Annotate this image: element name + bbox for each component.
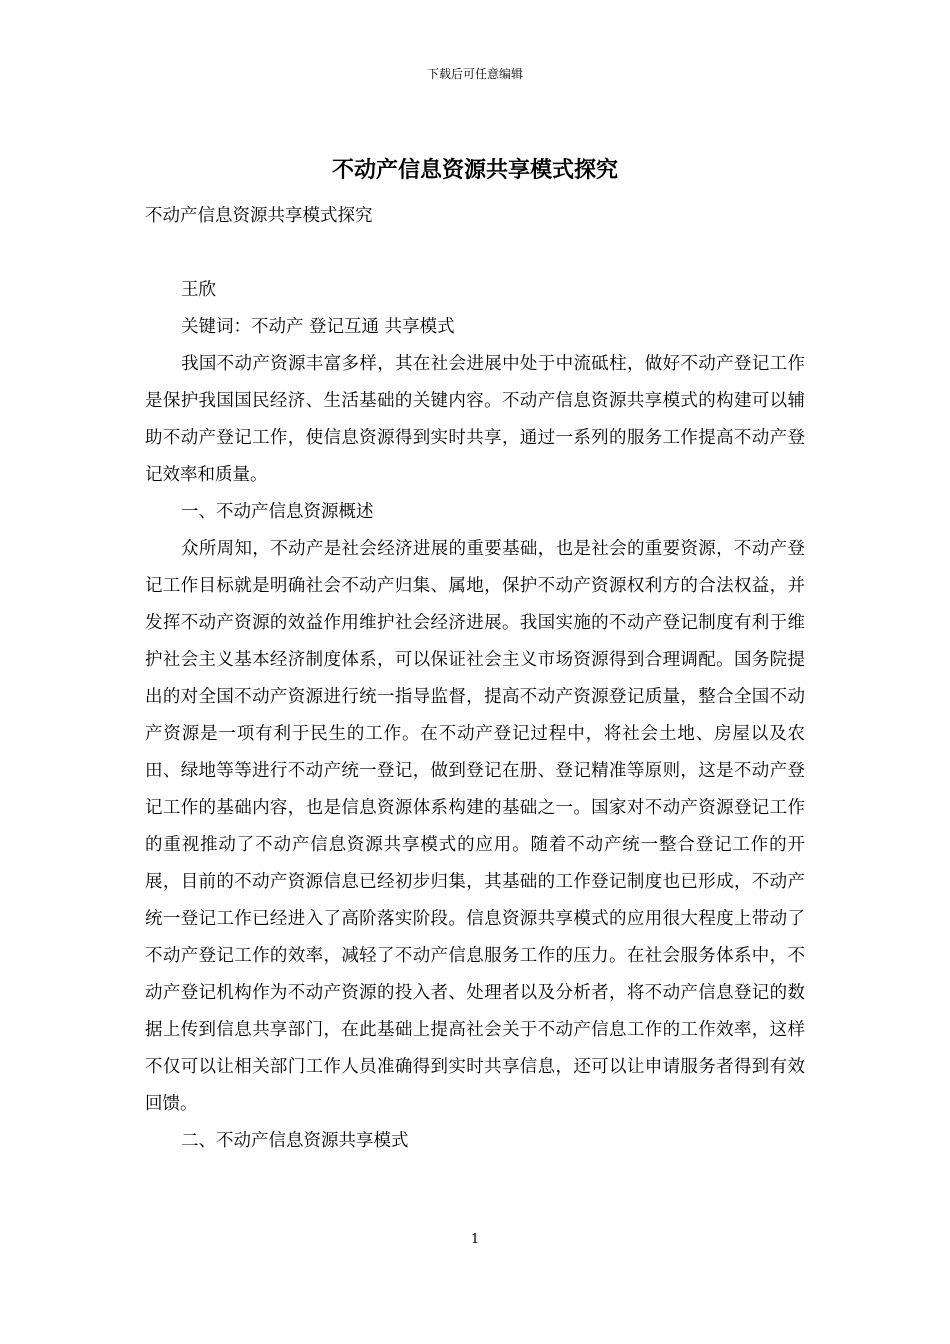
document-subtitle: 不动产信息资源共享模式探究 — [145, 206, 373, 226]
author-name: 王欣 — [181, 280, 216, 300]
document-title: 不动产信息资源共享模式探究 — [331, 157, 618, 183]
blank-line — [145, 235, 805, 272]
document-body — [145, 198, 805, 1160]
section-heading-2: 二、不动产信息资源共享模式 — [181, 1131, 409, 1151]
body-paragraph-section-1: 众所周知，不动产是社会经济进展的重要基础，也是社会的重要资源，不动产登记工作目标就是明确社会不动产归集、属地，保护不动产资源权利方的合法权益，并发挥不动产资源的效益作用维护社会经济进展。我国实施的不动产登记制度有利于维护社会主义基本经济制度体系，可以保证社会主义市场资源得到合理调配。国务院提出的对全国不动产资源进行统一指导监督，提高不动产资源登记质量，整合全国不动产资源是一项有利于民生的工作。在不动产登记过程中，将社会土地、房屋以及农田、绿地等等进行不动产统一登记，做到登记在册、登记精准等原则，这是不动产登记工作的基础内容，也是信息资源体系构建的基础之一。国家对不动产资源登记工作的重视推动了不动产信息资源共享模式的应用。随着不动产统一整合登记工作的开展，目前的不动产资源信息已经初步归集，其基础的工作登记制度也已形成，不动产统一登记工作已经进入了高阶落实阶段。信息资源共享模式的应用很大程度上带动了不动产登记工作的效率，减轻了不动产信息服务工作的压力。在社会服务体系中，不动产登记机构作为不动产资源的投入者、处理者以及分析者，将不动产信息登记的数据上传到信息共享部门，在此基础上提高社会关于不动产信息工作的工作效率，这样不仅可以让相关部门工作人员准确得到实时共享信息，还可以让申请服务者得到有效回馈。 — [145, 539, 805, 1114]
body-paragraph-intro: 我国不动产资源丰富多样，其在社会进展中处于中流砥柱，做好不动产登记工作是保护我国国民经济、生活基础的关键内容。不动产信息资源共享模式的构建可以辅助不动产登记工作，使信息资源得到实时共享，通过一系列的服务工作提高不动产登记效率和质量。 — [145, 354, 805, 485]
keywords-line: 关键词：不动产 登记互通 共享模式 — [181, 317, 455, 337]
page-number: 1 — [470, 1232, 480, 1247]
section-heading-1: 一、不动产信息资源概述 — [181, 502, 374, 522]
header-note: 下载后可任意编辑 — [426, 67, 523, 81]
